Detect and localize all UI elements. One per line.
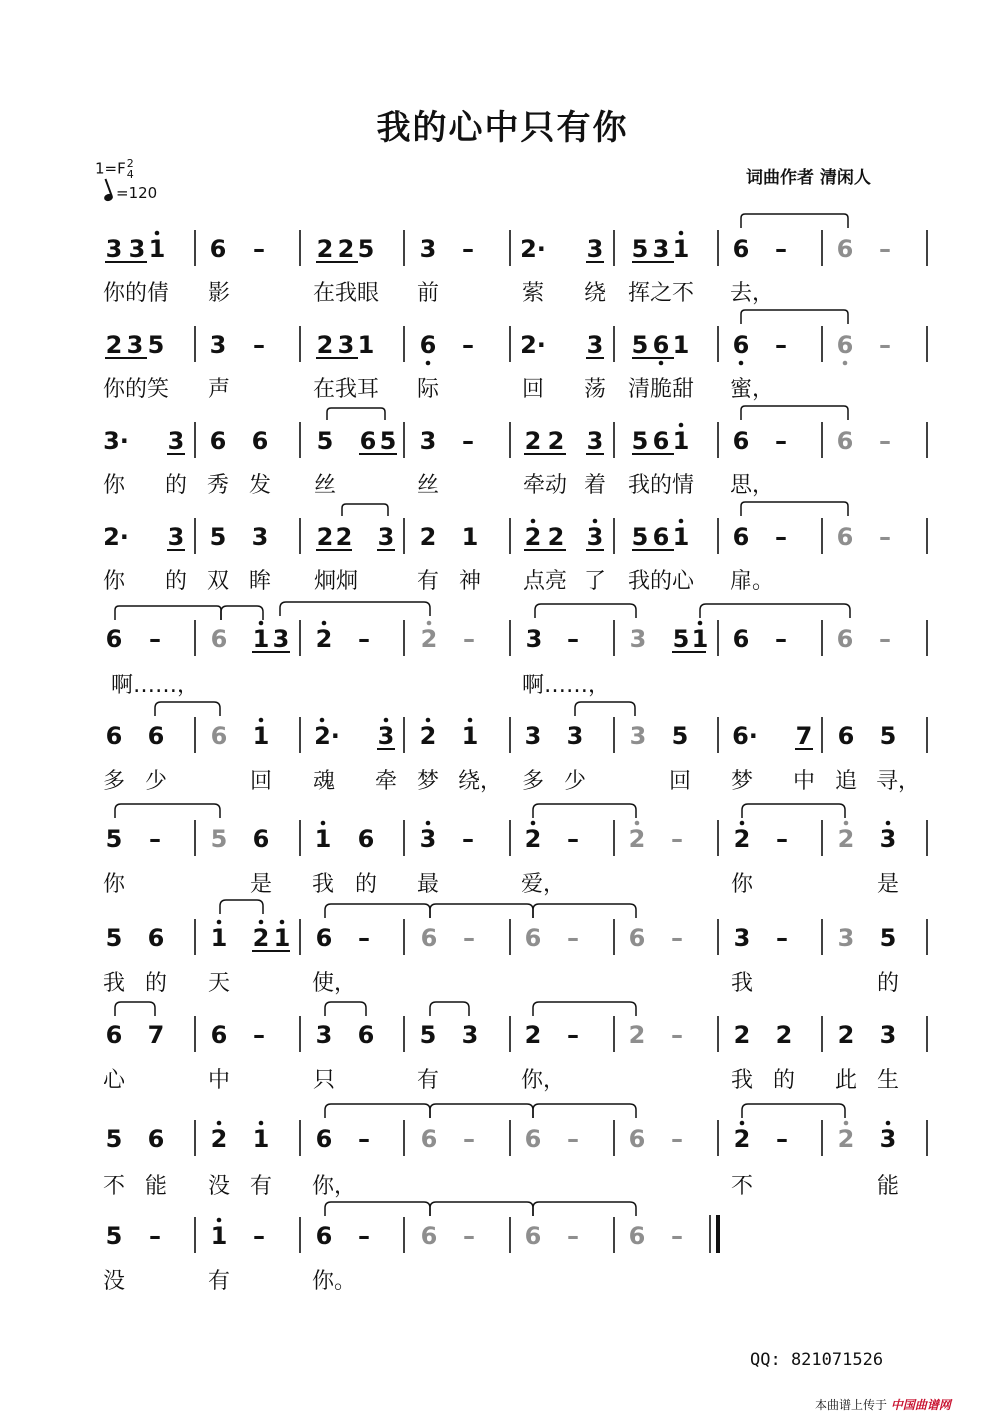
note: 5: [379, 427, 397, 455]
note: 2·: [103, 523, 129, 551]
note: 7: [795, 722, 813, 750]
note: –: [463, 625, 475, 653]
key-prefix: 1=F: [95, 159, 126, 178]
note: 1: [672, 235, 690, 263]
lyric: 你的倩: [102, 281, 170, 306]
lyric: 我的情: [627, 473, 695, 498]
note: 2: [733, 1021, 751, 1049]
note: 3: [419, 427, 437, 455]
lyric: 你。: [311, 1269, 357, 1294]
note: –: [775, 331, 787, 359]
note: 2: [524, 523, 542, 551]
note: 6: [524, 1125, 542, 1153]
notes-row-6: [106, 722, 897, 750]
lyric: 你的笑: [102, 377, 170, 402]
note: 6: [210, 625, 228, 653]
note: 3: [586, 523, 604, 551]
song-title: 我的心中只有你: [376, 108, 629, 148]
lyric: 的: [876, 971, 900, 996]
note: 6: [628, 1125, 646, 1153]
note: –: [358, 1125, 370, 1153]
lyric: 你: [102, 872, 126, 897]
note: –: [253, 1222, 265, 1250]
note: 2: [628, 825, 646, 853]
lyric: 多: [102, 769, 126, 794]
note: –: [775, 523, 787, 551]
note: 5: [209, 523, 227, 551]
note: 2: [837, 825, 855, 853]
author-credit: 词曲作者 清闲人: [746, 168, 871, 188]
lyric: 我: [311, 872, 335, 897]
lyric: 有: [249, 1174, 273, 1199]
note: 6: [420, 1125, 438, 1153]
note: –: [462, 331, 474, 359]
lyric: 蜜，: [729, 377, 775, 402]
lyric: 的: [354, 872, 378, 897]
note: 6: [420, 924, 438, 952]
lyric: 在我耳: [312, 377, 380, 402]
note: 1: [672, 331, 690, 359]
note: 6: [652, 427, 670, 455]
lyric: 没: [102, 1269, 126, 1294]
lyric: 挥之不: [627, 281, 695, 306]
note: 5: [105, 1222, 123, 1250]
note: 6: [732, 235, 750, 263]
lyric: 你，: [520, 1068, 566, 1093]
lyric: 眸: [248, 569, 272, 594]
lyric: 爱，: [520, 872, 566, 897]
lyric: 使，: [311, 971, 357, 996]
note: –: [567, 1222, 579, 1250]
note: 2: [419, 722, 437, 750]
lyric: 神: [458, 569, 482, 594]
note: 2: [837, 1125, 855, 1153]
note: 5: [631, 523, 649, 551]
note: –: [463, 1125, 475, 1153]
note: 2: [210, 1125, 228, 1153]
note: 3: [167, 523, 185, 551]
lyric: 你: [102, 473, 126, 498]
note: –: [775, 235, 787, 263]
note: 2: [837, 1021, 855, 1049]
note: 1: [252, 722, 270, 750]
note: 3: [525, 625, 543, 653]
lyric: 发: [248, 473, 272, 498]
note: 6: [837, 722, 855, 750]
lyric: 天: [207, 971, 231, 996]
note: 6: [357, 825, 375, 853]
note: –: [776, 924, 788, 952]
notes-row-8: [106, 924, 897, 952]
note: 6: [105, 722, 123, 750]
note: –: [567, 625, 579, 653]
lyric: 绕，: [457, 769, 503, 794]
note: 3: [209, 331, 227, 359]
note: 2: [733, 1125, 751, 1153]
qq-contact: QQ: 821071526: [750, 1350, 884, 1370]
note: 6: [732, 427, 750, 455]
note: –: [671, 924, 683, 952]
note: 3: [167, 427, 185, 455]
lyric: 着: [583, 473, 607, 498]
note: 6: [315, 1222, 333, 1250]
note: 6: [732, 523, 750, 551]
note: 6: [105, 625, 123, 653]
note: 3·: [103, 427, 129, 455]
notes-row-3: [103, 427, 891, 455]
lyric: 丝: [313, 473, 337, 498]
lyric: 的: [772, 1068, 796, 1093]
note: –: [149, 625, 161, 653]
note: 5: [316, 427, 334, 455]
lyric: 你: [102, 569, 126, 594]
note: –: [358, 924, 370, 952]
note: –: [776, 825, 788, 853]
note: –: [253, 235, 265, 263]
notes-row-2: [106, 331, 891, 359]
note: –: [567, 1125, 579, 1153]
note: 3: [126, 331, 144, 359]
lyric: 梦: [416, 769, 440, 794]
note: –: [149, 825, 161, 853]
note: 6: [251, 427, 269, 455]
note: 3: [251, 523, 269, 551]
note: 6: [524, 924, 542, 952]
note: 3: [733, 924, 751, 952]
note: –: [671, 825, 683, 853]
note: 2: [547, 523, 565, 551]
note: 6: [252, 825, 270, 853]
note: –: [253, 331, 265, 359]
note: 5: [672, 625, 690, 653]
lyric: 最: [416, 872, 440, 897]
note: 2: [335, 523, 353, 551]
note: 3: [566, 722, 584, 750]
note: 2: [547, 427, 565, 455]
lyric: 能: [144, 1174, 168, 1199]
note: 3: [272, 625, 290, 653]
note: –: [358, 625, 370, 653]
lyric: 你: [730, 872, 754, 897]
lyric: 魂: [312, 769, 336, 794]
note: 1: [252, 625, 270, 653]
note: –: [149, 1222, 161, 1250]
note: –: [775, 427, 787, 455]
note: 2: [524, 825, 542, 853]
lyric: 绕: [583, 281, 607, 306]
lyric: 只: [312, 1068, 336, 1093]
note: 7: [147, 1021, 165, 1049]
lyric: 少: [563, 769, 587, 794]
lyric: 回: [521, 377, 545, 402]
note: 2: [337, 235, 355, 263]
note: 5: [879, 924, 897, 952]
note: 3: [419, 825, 437, 853]
lyric: 在我眼: [312, 281, 380, 306]
note: 2: [316, 235, 334, 263]
note: 3: [524, 722, 542, 750]
note: –: [879, 625, 891, 653]
lyric: 牵: [374, 769, 398, 794]
lyric: 声: [207, 377, 231, 402]
note: 2: [733, 825, 751, 853]
lyric: 我: [102, 971, 126, 996]
tempo-marking: =120: [104, 184, 157, 202]
lyric: 不: [102, 1174, 126, 1199]
lyric: 是: [876, 872, 900, 897]
lyric: 生: [876, 1068, 900, 1093]
note: –: [253, 1021, 265, 1049]
lyric: 双: [206, 569, 230, 594]
note: 2: [419, 523, 437, 551]
notes-row-9: [106, 1021, 897, 1049]
lyric: 秀: [206, 473, 230, 498]
note: 2: [420, 625, 438, 653]
note: 6: [420, 1222, 438, 1250]
note: –: [776, 1125, 788, 1153]
notes-row-10: [106, 1125, 897, 1153]
note: –: [462, 825, 474, 853]
note: 1: [210, 924, 228, 952]
note: 1: [461, 722, 479, 750]
lyric: 追: [834, 769, 858, 794]
note: 1: [357, 331, 375, 359]
note: 6: [147, 722, 165, 750]
note: 3: [629, 625, 647, 653]
note: 6: [147, 1125, 165, 1153]
note: 5: [631, 235, 649, 263]
note: 6: [147, 924, 165, 952]
lyric: 炯炯: [313, 569, 359, 594]
note: 3: [837, 924, 855, 952]
note: 5: [147, 331, 165, 359]
lyric: 少: [144, 769, 168, 794]
lyric: 梦: [730, 769, 754, 794]
note: 3: [879, 1021, 897, 1049]
note: 5: [671, 722, 689, 750]
note: 3: [377, 523, 395, 551]
site-logo: 中国曲谱网: [890, 1398, 951, 1412]
note: 2: [105, 331, 123, 359]
note: 2·: [314, 722, 340, 750]
note: 2: [316, 331, 334, 359]
note: 2·: [520, 235, 546, 263]
note: 3: [461, 1021, 479, 1049]
note: 6: [732, 625, 750, 653]
note: 6: [628, 924, 646, 952]
lyric: 清脆甜: [627, 377, 695, 402]
note: 3: [419, 235, 437, 263]
lyric: 我: [730, 1068, 754, 1093]
lyric: 了: [583, 569, 607, 594]
note: 1: [691, 625, 709, 653]
lyric: 的: [144, 971, 168, 996]
note: 6: [836, 523, 854, 551]
note: 3: [586, 331, 604, 359]
lyric: 萦: [521, 281, 545, 306]
note: 5: [357, 235, 375, 263]
note: –: [463, 1222, 475, 1250]
lyric: 多: [521, 769, 545, 794]
note: 1: [148, 235, 166, 263]
note: –: [879, 523, 891, 551]
lyric: 心: [102, 1068, 126, 1093]
lyric: 的: [164, 473, 188, 498]
note: 2·: [520, 331, 546, 359]
notes-row-1: [106, 235, 891, 263]
note: 6: [652, 331, 670, 359]
lyric: 丝: [416, 473, 440, 498]
lyric: 你，: [311, 1174, 357, 1199]
note: 1: [461, 523, 479, 551]
lyric: 中: [207, 1068, 231, 1093]
note: 1: [672, 523, 690, 551]
note: 6: [210, 1021, 228, 1049]
lyric: 中: [792, 769, 816, 794]
lyric: 啊……，: [110, 673, 200, 698]
note: 5: [879, 722, 897, 750]
note: 5: [105, 1125, 123, 1153]
note: 3: [105, 235, 123, 263]
lyric: 我: [730, 971, 754, 996]
note: 5: [210, 825, 228, 853]
lyric: 有: [416, 569, 440, 594]
note: 5: [105, 924, 123, 952]
note: 1: [210, 1222, 228, 1250]
note: –: [462, 427, 474, 455]
note: –: [879, 331, 891, 359]
notes-row-7: [106, 825, 897, 853]
note: 6: [836, 235, 854, 263]
lyric: 际: [416, 377, 440, 402]
note: 6: [357, 1021, 375, 1049]
notes-row-11: [106, 1222, 683, 1250]
note: 2: [628, 1021, 646, 1049]
note: 5: [631, 331, 649, 359]
lyric: 影: [207, 281, 231, 306]
note: 1: [273, 924, 291, 952]
lyric: 我的心: [627, 569, 695, 594]
note: 6: [209, 235, 227, 263]
lyric: 回: [249, 769, 273, 794]
note: 3: [315, 1021, 333, 1049]
lyric: 前: [416, 281, 440, 306]
lyric: 点亮: [522, 569, 568, 594]
note: 3: [586, 235, 604, 263]
note: –: [567, 1021, 579, 1049]
note: 1: [252, 1125, 270, 1153]
note: –: [671, 1125, 683, 1153]
note: –: [671, 1222, 683, 1250]
note: 5: [631, 427, 649, 455]
notes-row-5: [106, 625, 891, 653]
note: 1: [314, 825, 332, 853]
lyric: 荡: [583, 377, 607, 402]
lyric: 回: [668, 769, 692, 794]
lyric: 的: [164, 569, 188, 594]
time-signature: 2 4: [126, 157, 134, 181]
note: 2: [524, 427, 542, 455]
note: 3: [652, 235, 670, 263]
note: –: [567, 825, 579, 853]
note: 6: [652, 523, 670, 551]
lyric: 此: [834, 1068, 858, 1093]
lyric: 牵动: [522, 473, 568, 498]
barlines: [195, 230, 927, 1253]
lyric: 是: [249, 872, 273, 897]
note: –: [567, 924, 579, 952]
note: 3: [377, 722, 395, 750]
note: 1: [672, 427, 690, 455]
note: 6·: [732, 722, 758, 750]
note: 2: [252, 924, 270, 952]
note: 3: [128, 235, 146, 263]
lyric: 去，: [729, 281, 775, 306]
note: 6: [210, 722, 228, 750]
note: 6: [836, 625, 854, 653]
lyric: 有: [416, 1068, 440, 1093]
note: –: [358, 1222, 370, 1250]
note: 2: [775, 1021, 793, 1049]
note: 5: [419, 1021, 437, 1049]
note: 6: [209, 427, 227, 455]
note: 6: [836, 427, 854, 455]
note: 2: [315, 625, 333, 653]
footer-text: 本曲谱上传于: [815, 1398, 888, 1412]
note: –: [879, 235, 891, 263]
lyric: 不: [730, 1174, 754, 1199]
note: 6: [359, 427, 377, 455]
lyric: 思，: [729, 473, 775, 498]
lyric: 没: [207, 1174, 231, 1199]
note: 2: [316, 523, 334, 551]
note: 6: [315, 924, 333, 952]
note: 6: [524, 1222, 542, 1250]
note: –: [463, 924, 475, 952]
note: 6: [105, 1021, 123, 1049]
note: 3: [879, 825, 897, 853]
note: 6: [732, 331, 750, 359]
note: 6: [836, 331, 854, 359]
note: 6: [628, 1222, 646, 1250]
note: –: [671, 1021, 683, 1049]
note: 2: [524, 1021, 542, 1049]
note: 6: [419, 331, 437, 359]
note: –: [879, 427, 891, 455]
note: 5: [105, 825, 123, 853]
lyric: 扉。: [729, 569, 775, 594]
note: 3: [586, 427, 604, 455]
note: 3: [629, 722, 647, 750]
note: 3: [879, 1125, 897, 1153]
note: 6: [315, 1125, 333, 1153]
lyric: 寻，: [875, 769, 921, 794]
lyric: 啊……，: [521, 673, 611, 698]
notes-row-4: [103, 523, 891, 551]
note: 3: [337, 331, 355, 359]
upload-footer: [815, 1396, 951, 1413]
note: –: [775, 625, 787, 653]
note: –: [462, 235, 474, 263]
lyric: 有: [207, 1269, 231, 1294]
lyric: 能: [876, 1174, 900, 1199]
